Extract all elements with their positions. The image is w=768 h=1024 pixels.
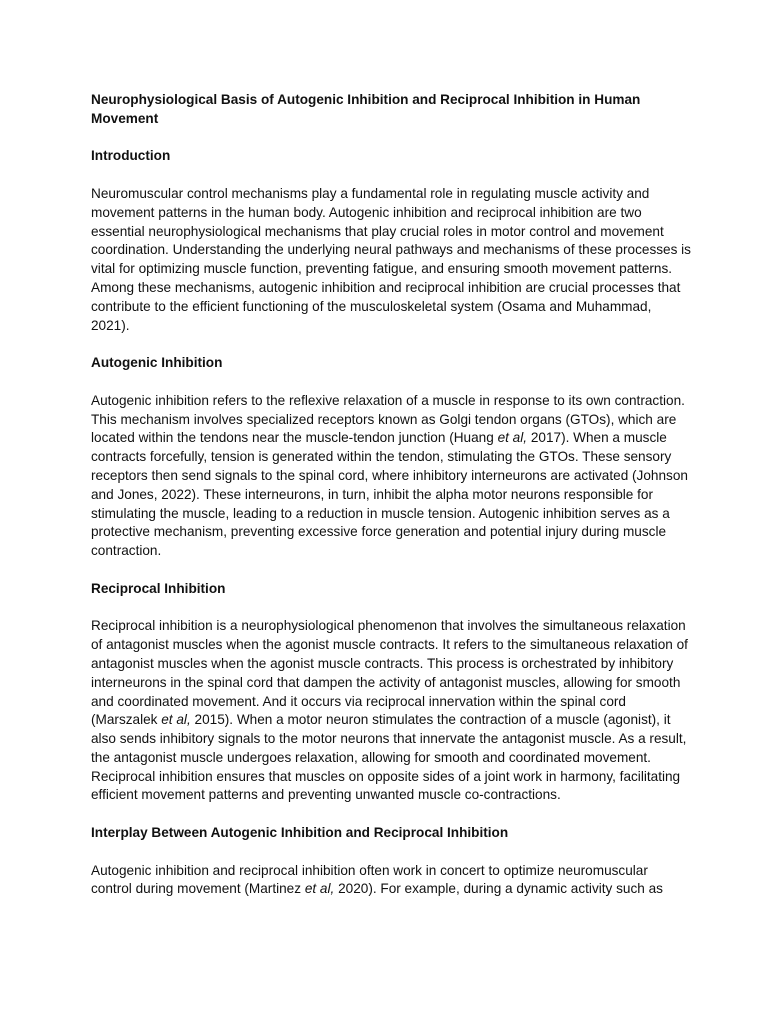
- section-heading-autogenic-inhibition: Autogenic Inhibition: [91, 355, 223, 371]
- section-heading-reciprocal-inhibition: Reciprocal Inhibition: [91, 580, 226, 596]
- spacer: [91, 843, 691, 862]
- document-title: Neurophysiological Basis of Autogenic Inhibition and Reciprocal Inhibition in Human Movement: [91, 92, 641, 126]
- citation-et-al: et al,: [304, 881, 335, 897]
- spacer: [91, 599, 691, 618]
- spacer: [91, 166, 691, 185]
- paragraph-text: Autogenic inhibition and reciprocal inhibition often work in concert to optimize neuromuscular control during movement (Martinez: [91, 862, 648, 897]
- citation-et-al: et al,: [497, 430, 528, 446]
- paragraph-text: Autogenic inhibition refers to the reflexive relaxation of a muscle in response to its own contraction. This mechanism involves specialized receptors known as Golgi tendon organs (GTOs), which are located within the tendons near the muscle-tendon junction (Huang: [91, 392, 685, 446]
- paragraph-reciprocal-inhibition: [91, 617, 691, 805]
- paragraph-introduction: Neuromuscular control mechanisms play a fundamental role in regulating muscle activity and movement patterns in the human body. Autogenic inhibition and reciprocal inhibition are two essential neurophysiological mechanisms that play crucial roles in motor control and movement coordination. Understanding the underlying neural pathways and mechanisms of these processes is vital for optimizing muscle function, preventing fatigue, and ensuring smooth movement patterns. Among these mechanisms, autogenic inhibition and reciprocal inhibition are crucial processes that contribute to the efficient functioning of the musculoskeletal system (Osama and Muhammad, 2021).: [91, 185, 691, 333]
- spacer: [91, 561, 691, 580]
- spacer: [91, 335, 691, 354]
- paragraph-text: 2020). For example, during a dynamic activity such as: [334, 881, 663, 897]
- paragraph-interplay: [91, 862, 691, 900]
- spacer: [91, 129, 691, 148]
- document-page: [91, 91, 691, 899]
- paragraph-text: 2015). When a motor neuron stimulates the contraction of a muscle (agonist), it also sends inhibitory signals to the motor neurons that innervate the antagonist muscle. As a result, the antagonist muscle undergoes relaxation, allowing for smooth and coordinated movement. Reciprocal inhibition ensures that muscles on opposite sides of a joint work in harmony, facilitating efficient movement patterns and preventing unwanted muscle co-contractions.: [91, 712, 687, 803]
- section-heading-interplay: Interplay Between Autogenic Inhibition and Reciprocal Inhibition: [91, 825, 509, 841]
- citation-et-al: et al,: [161, 712, 191, 728]
- paragraph-text: 2017). When a muscle contracts forcefully, tension is generated within the tendon, stimulating the GTOs. These sensory receptors then send signals to the spinal cord, where inhibitory interneurons are activated (Johnson and Jones, 2022). These interneurons, in turn, inhibit the alpha motor neurons responsible for stimulating the muscle, leading to a reduction in muscle tension. Autogenic inhibition serves as a protective mechanism, preventing excessive force generation and potential injury during muscle contraction.: [91, 430, 688, 559]
- paragraph-text: Reciprocal inhibition is a neurophysiological phenomenon that involves the simultaneous relaxation of antagonist muscles when the agonist muscle contracts. It refers to the simultaneous relaxation of antagonist muscles when the agonist muscle contracts. This process is orchestrated by inhibitory interneurons in the spinal cord that dampen the activity of antagonist muscles, allowing for smooth and coordinated movement. And it occurs via reciprocal innervation within the spinal cord (Marszalek: [91, 618, 688, 728]
- section-heading-introduction: Introduction: [91, 148, 171, 164]
- paragraph-autogenic-inhibition: [91, 392, 691, 561]
- spacer: [91, 373, 691, 392]
- spacer: [91, 805, 691, 824]
